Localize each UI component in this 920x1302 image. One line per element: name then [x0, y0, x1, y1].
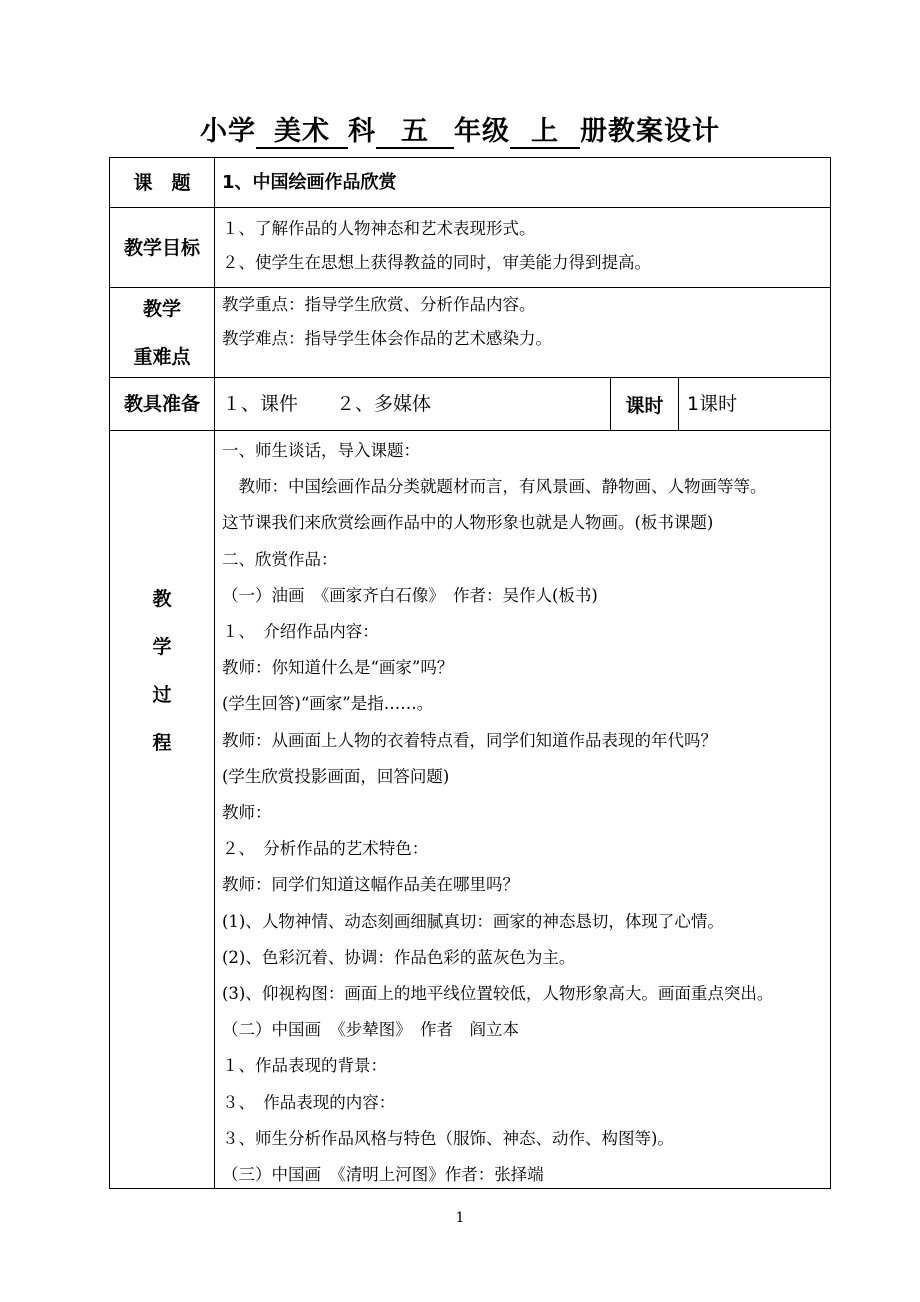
process-line: １、 介绍作品内容：	[222, 622, 379, 642]
title-subject: 美术	[256, 117, 348, 149]
process-row	[110, 431, 830, 1188]
process-line: ３、师生分析作品风格与特色（服饰、神态、动作、构图等)。	[222, 1128, 674, 1148]
page-number: 1	[455, 1210, 465, 1226]
process-line: (3)、仰视构图：画面上的地平线位置较低，人物形象高大。画面重点突出。	[222, 984, 774, 1004]
process-line: (1)、人物神情、动态刻画细腻真切：画家的神态恳切，体现了心情。	[222, 911, 724, 931]
process-line: (学生欣赏投影画面，回答问题)	[222, 766, 450, 786]
topic-row	[110, 158, 830, 208]
objectives-label: 教学目标	[110, 208, 215, 287]
process-line: 教师：	[222, 803, 272, 823]
process-line: 教师：同学们知道这幅作品美在哪里吗？	[222, 875, 519, 895]
process-content	[222, 433, 824, 1193]
process-line: 教师：你知道什么是“画家”吗？	[222, 658, 454, 678]
process-line: （一）油画 《画家齐白石像》 作者：吴作人(板书)	[222, 585, 598, 605]
title-volume: 上	[510, 117, 580, 149]
key-points-content	[222, 288, 824, 356]
hours-divider	[678, 378, 679, 430]
process-line: (学生回答)“画家”是指……。	[222, 694, 434, 714]
key-points-label-line2: 重难点	[133, 345, 191, 368]
lesson-plan-table	[109, 157, 831, 1189]
process-label-char: 学	[152, 636, 172, 658]
title-volume-suffix: 册教案设计	[580, 116, 720, 147]
process-label	[110, 431, 215, 1188]
process-line: ３、 作品表现的内容：	[222, 1092, 396, 1112]
hours-label: 课时	[625, 394, 664, 417]
process-line: ２、 分析作品的艺术特色：	[222, 839, 429, 859]
key-points-row	[110, 288, 830, 378]
process-label-char: 程	[152, 732, 172, 754]
process-line: １、作品表现的背景：	[222, 1056, 387, 1076]
hours-value: 1课时	[687, 393, 738, 415]
process-line: 教师：从画面上人物的衣着特点看，同学们知道作品表现的年代吗？	[222, 730, 717, 750]
materials-row	[110, 378, 830, 431]
process-line: （二）中国画 《步辇图》 作者 阎立本	[222, 1020, 519, 1040]
title-subject-suffix: 科	[348, 116, 376, 147]
title-grade: 五	[376, 117, 454, 149]
objectives-row	[110, 208, 830, 288]
process-line: 二、欣赏作品：	[222, 549, 338, 569]
topic-label: 课 题	[110, 158, 215, 207]
topic-value: 1、中国绘画作品欣赏	[222, 172, 397, 193]
process-line: 教师：中国绘画作品分类就题材而言，有风景画、静物画、人物画等等。	[222, 477, 767, 497]
key-point-line: 教学难点：指导学生体会作品的艺术感染力。	[222, 329, 552, 348]
materials-value: １、课件 ２、多媒体	[222, 393, 432, 415]
objectives-content	[222, 212, 824, 280]
key-point-line: 教学重点：指导学生欣赏、分析作品内容。	[222, 295, 536, 314]
process-label-char: 过	[152, 684, 172, 706]
process-line: （三）中国画 《清明上河图》作者：张择端	[222, 1165, 544, 1185]
key-points-label-line1: 教学	[142, 297, 181, 320]
process-line: 这节课我们来欣赏绘画作品中的人物形象也就是人物画。(板书课题)	[222, 513, 714, 533]
process-line: 一、师生谈话，导入课题：	[222, 441, 420, 460]
page-title	[0, 116, 920, 149]
key-points-label	[110, 288, 215, 377]
title-prefix: 小学	[200, 116, 256, 147]
objective-line: ２、使学生在思想上获得教益的同时，审美能力得到提高。	[222, 253, 651, 272]
title-grade-suffix: 年级	[454, 116, 510, 147]
materials-label: 教具准备	[110, 378, 215, 430]
process-label-char: 教	[152, 588, 172, 610]
objective-line: １、了解作品的人物神态和艺术表现形式。	[222, 219, 536, 238]
process-line: (2)、色彩沉着、协调：作品色彩的蓝灰色为主。	[222, 947, 576, 967]
